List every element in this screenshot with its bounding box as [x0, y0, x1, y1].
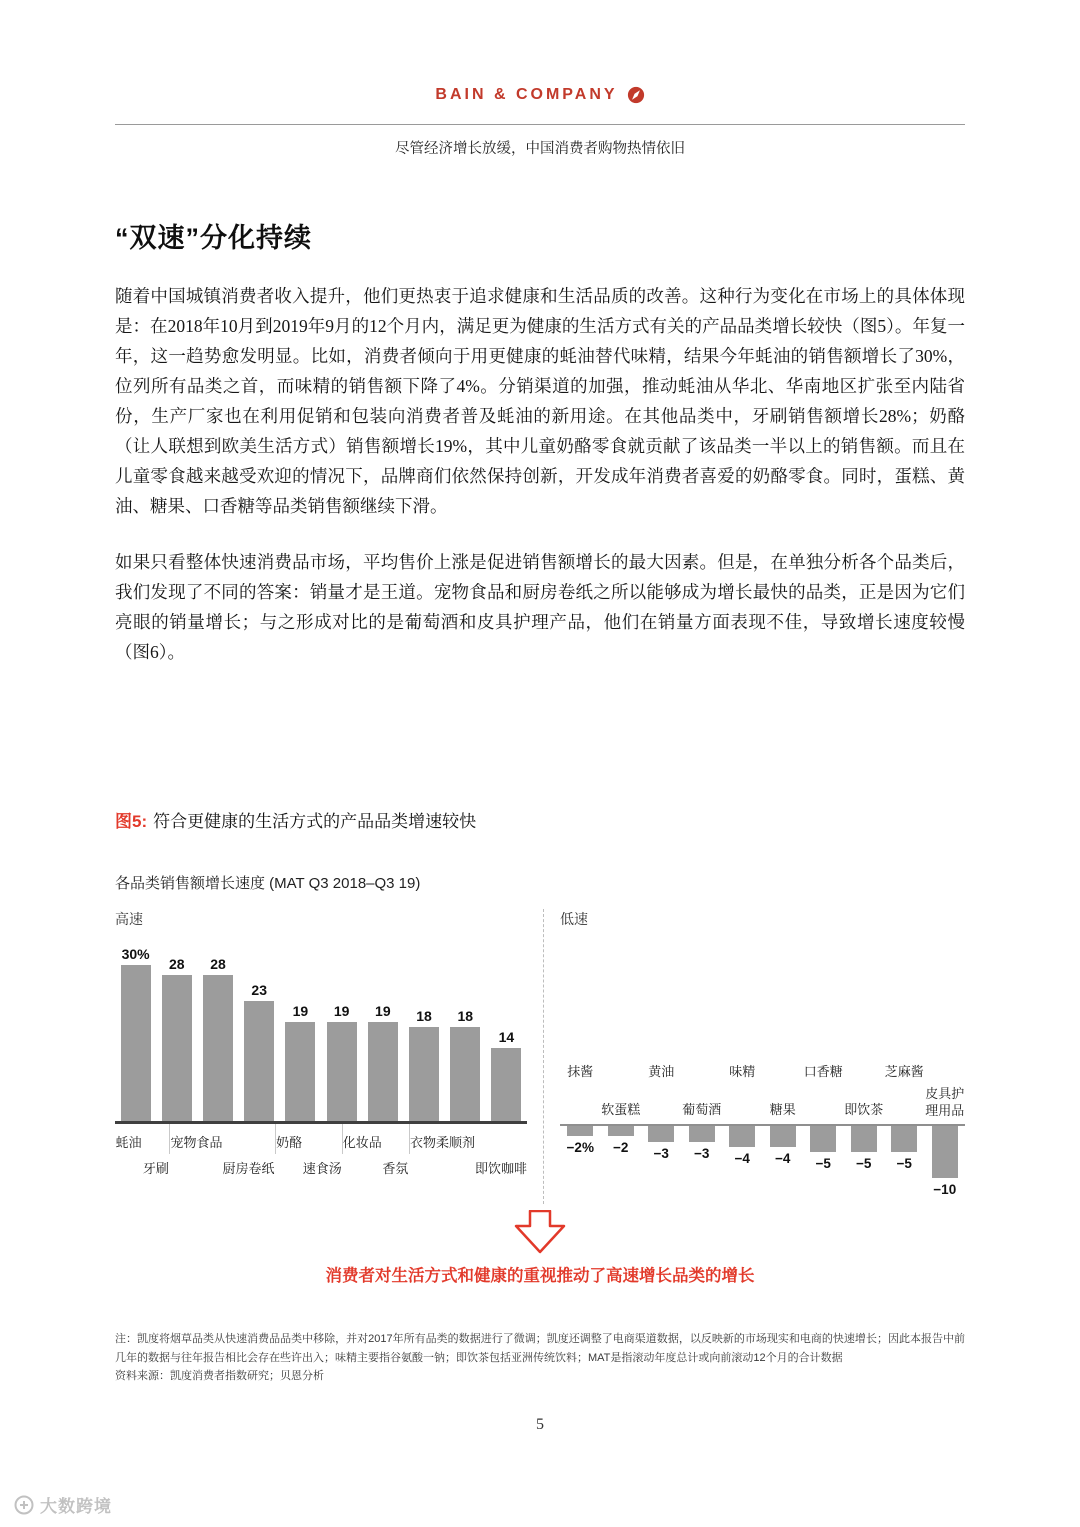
watermark-text: 大数跨境 — [40, 1497, 112, 1516]
bar-value-label: −2% — [566, 1140, 594, 1155]
bar-column — [362, 1003, 403, 1121]
bar-column — [641, 1126, 682, 1197]
bar-value-label: 28 — [169, 956, 185, 972]
bar-value-label: −3 — [653, 1146, 669, 1161]
category-label: 口香糖 — [803, 1064, 843, 1079]
bar-value-label: −4 — [775, 1151, 791, 1166]
fast-bars-area — [115, 939, 527, 1124]
bar-value-label: 18 — [457, 1008, 474, 1024]
masthead — [115, 86, 965, 158]
category-label: 宠物食品 — [169, 1124, 222, 1154]
category-label: 速食汤 — [302, 1161, 342, 1176]
paragraph-2: 如果只看整体快速消费品市场，平均售价上涨是促进销售额增长的最大因素。但是，在单独分析各个品类后，我们发现了不同的答案：销量才是王道。宠物食品和厨房卷纸之所以能够成为增长最快的品类，正是因为它们亮眼的销量增长；与之形成对比的是葡萄酒和皮具护理产品，他们在销量方面表现不佳，导致增长速度较慢（图6）。 — [115, 552, 965, 662]
bar — [450, 1027, 480, 1121]
bain-logo-text: BAIN & COMPANY — [435, 86, 618, 103]
header-tagline: 尽管经济增长放缓，中国消费者购物热情依旧 — [395, 141, 685, 157]
bar-column — [601, 1126, 642, 1197]
paragraph-1: 随着中国城镇消费者收入提升，他们更热衷于追求健康和生活品质的改善。这种行为变化在市场上的具体体现是：在2018年10月到2019年9月的12个月内，满足更为健康的生活方式有关的产品品类增长较快（图5）。年复一年，这一趋势愈发明显。比如，消费者倾向于用更健康的蚝油替代味精，结果今年蚝油的销售额增长了30%，位列所有品类之首，而味精的销售额下降了4%。分销渠道的加强，推动蚝油从华北、华南地区扩张至内陆省份，生产厂家也在利用促销和包装向消费者普及蚝油的新用途。在其他品类中，牙刷销售额增长28%；奶酪（让人联想到欧美生活方式）销售额增长19%，其中儿童奶酪零食就贡献了该品类一半以上的销售额。而且在儿童零食越来越受欢迎的情况下，品牌商们依然保持创新，开发成年消费者喜爱的奶酪零食。同时，蛋糕、黄油、糖果、口香糖等品类销售额继续下滑。 — [115, 286, 965, 516]
bar-column — [763, 1126, 804, 1197]
bar-value-label: −5 — [896, 1156, 912, 1171]
bar-column — [722, 1126, 763, 1197]
bar-column — [115, 946, 156, 1121]
header-rule — [115, 124, 965, 125]
bar-value-label: 19 — [375, 1003, 391, 1019]
bar-value-label: 19 — [292, 1003, 309, 1019]
section-heading: “双速”分化持续 — [115, 223, 312, 253]
fast-growth-section — [115, 909, 527, 1204]
watermark — [14, 1492, 112, 1517]
bar-column — [156, 956, 197, 1121]
bar — [162, 975, 192, 1121]
bar-value-label: −10 — [933, 1182, 957, 1197]
bar-column — [803, 1126, 844, 1197]
bar-column — [925, 1126, 966, 1197]
category-label: 即饮咖啡 — [475, 1161, 528, 1176]
bain-logo — [115, 86, 965, 104]
footnote-text: 注：凯度将烟草品类从快速消费品品类中移除，并对2017年所有品类的数据进行了微调；凯度还调整了电商渠道数据，以反映新的市场现实和电商的快速增长；因此本报告中前几年的数据与往年报告相比会存在些许出入；味精主要指谷氨酸一钠；即饮茶包括亚洲传统饮料；MAT是指滚动年度总计或向前滚动12个月的合计数据 — [115, 1333, 965, 1364]
bar-column — [239, 982, 280, 1121]
bar-column — [884, 1126, 925, 1197]
bar-column — [682, 1126, 723, 1197]
category-label: 化妆品 — [342, 1124, 382, 1154]
category-label: 奶酪 — [275, 1124, 303, 1154]
page-number: 5 — [536, 1416, 544, 1434]
bar-value-label: 19 — [333, 1003, 350, 1019]
bar-column — [486, 1029, 527, 1121]
bar-column — [445, 1008, 486, 1121]
bar — [244, 1001, 274, 1121]
figure-caption — [115, 807, 965, 832]
bar — [770, 1126, 796, 1147]
bar-value-label: 23 — [251, 982, 267, 998]
slow-growth-section — [560, 909, 965, 1204]
category-label: 皮具护理用品 — [925, 1086, 965, 1119]
category-label: 蚝油 — [115, 1135, 142, 1150]
bar-column — [403, 1008, 444, 1121]
bar — [810, 1126, 836, 1152]
bar — [689, 1126, 715, 1142]
figure5-chart — [115, 909, 965, 1204]
bar-value-label: −3 — [694, 1146, 710, 1161]
bar — [648, 1126, 674, 1142]
category-label: 即饮茶 — [844, 1102, 884, 1117]
category-label: 衣物柔顺剂 — [409, 1124, 475, 1154]
chart-subtitle: 各品类销售额增长速度 (MAT Q3 2018–Q3 19) — [115, 875, 421, 892]
category-label: 抹酱 — [567, 1064, 594, 1079]
bar-column — [560, 1126, 601, 1197]
category-label: 香氛 — [382, 1161, 409, 1176]
figure-label: 图5: — [115, 812, 148, 831]
slow-bars-area — [560, 1124, 965, 1197]
slow-category-labels — [560, 939, 965, 1124]
bar-value-label: −2 — [613, 1140, 629, 1155]
bar-column — [280, 1003, 321, 1121]
category-label: 厨房卷纸 — [222, 1161, 275, 1176]
bar — [327, 1022, 357, 1121]
category-label: 味精 — [729, 1064, 756, 1079]
category-label: 黄油 — [648, 1064, 675, 1079]
bar — [368, 1022, 398, 1121]
bar-value-label: −4 — [734, 1151, 750, 1166]
bar-value-label: −5 — [856, 1156, 872, 1171]
bar — [891, 1126, 917, 1152]
footnotes — [115, 1330, 965, 1386]
bar-value-label: −5 — [815, 1156, 831, 1171]
category-label: 牙刷 — [142, 1161, 169, 1176]
bar-value-label: 18 — [416, 1008, 432, 1024]
bain-compass-icon — [627, 86, 645, 104]
down-arrow-icon — [514, 1210, 566, 1254]
bar-value-label: 14 — [498, 1029, 515, 1045]
category-label: 葡萄酒 — [682, 1102, 722, 1117]
bar — [608, 1126, 634, 1136]
down-arrow-wrap — [115, 1210, 965, 1254]
figure-caption-text: 符合更健康的生活方式的产品品类增速较快 — [153, 812, 477, 831]
category-label: 芝麻酱 — [884, 1064, 924, 1079]
bar — [121, 965, 151, 1121]
bar — [729, 1126, 755, 1147]
fast-section-label: 高速 — [115, 911, 143, 927]
bar-column — [321, 1003, 362, 1121]
bar — [409, 1027, 439, 1121]
bar — [932, 1126, 958, 1178]
fast-category-labels — [115, 1124, 527, 1188]
bar-column — [844, 1126, 885, 1197]
bar — [567, 1126, 593, 1136]
bar-value-label: 28 — [210, 956, 226, 972]
bar — [491, 1048, 521, 1121]
category-label: 软蛋糕 — [601, 1102, 641, 1117]
bar-column — [197, 956, 238, 1121]
bar — [285, 1022, 315, 1121]
category-label: 糖果 — [769, 1102, 796, 1117]
bar-value-label: 30% — [121, 946, 150, 962]
source-text: 资料来源：凯度消费者指数研究；贝恩分析 — [115, 1370, 324, 1383]
watermark-logo-icon — [14, 1495, 34, 1515]
chart-divider — [543, 909, 544, 1204]
bar — [203, 975, 233, 1121]
bar — [851, 1126, 877, 1152]
slow-section-label: 低速 — [560, 911, 588, 927]
chart-conclusion: 消费者对生活方式和健康的重视推动了高速增长品类的增长 — [325, 1267, 755, 1285]
